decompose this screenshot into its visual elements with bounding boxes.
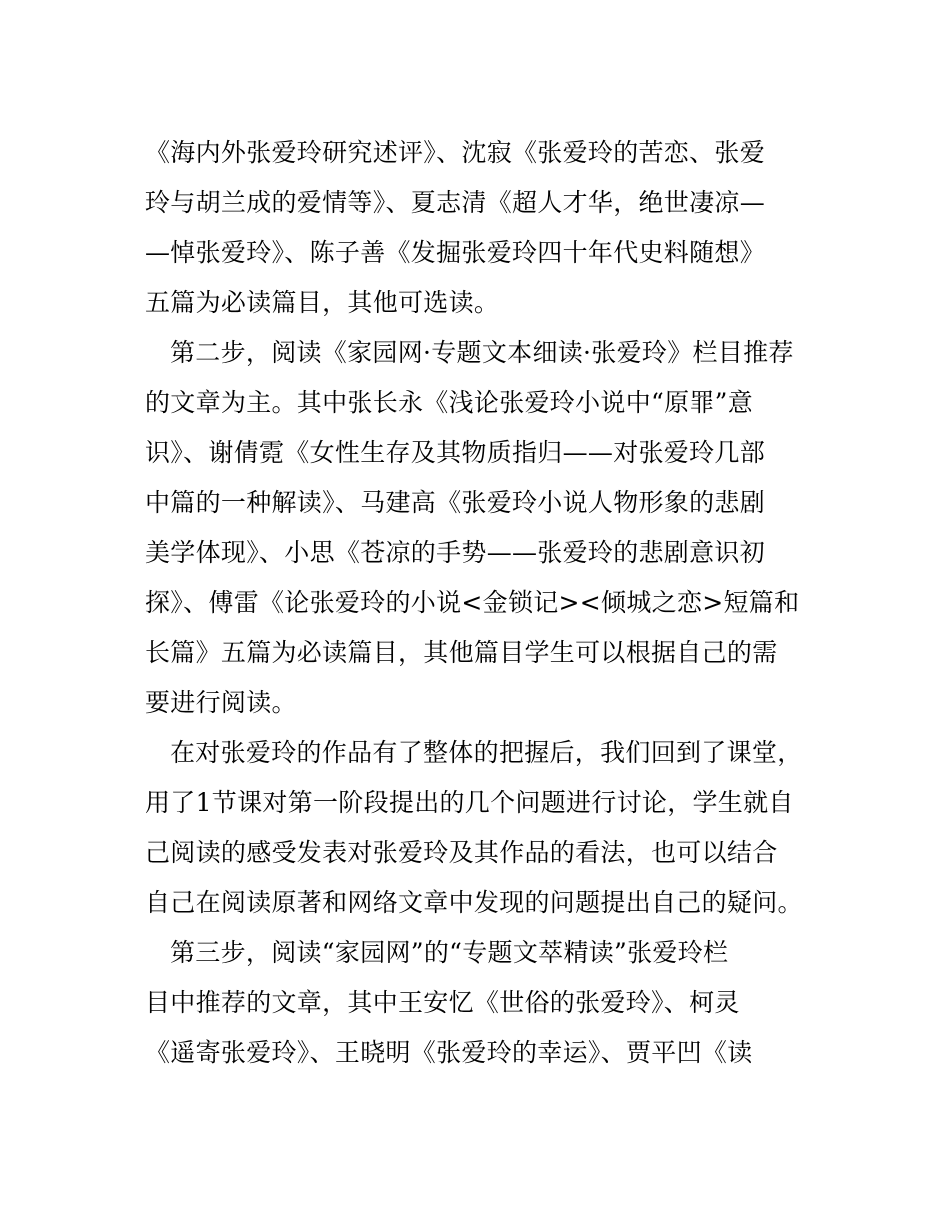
text-line: 五篇为必读篇目，其他可选读。 bbox=[145, 288, 500, 317]
text-line: 识》、谢倩霓《女性生存及其物质指归——对张爱玲几部 bbox=[145, 438, 766, 467]
paragraph-start-line: 第二步，阅读《家园网·专题文本细读·张爱玲》栏目推荐 bbox=[170, 338, 794, 367]
text-line: 《遥寄张爱玲》、王晓明《张爱玲的幸运》、贾平凹《读 bbox=[145, 1038, 753, 1067]
text-line: 长篇》五篇为必读篇目，其他篇目学生可以根据自己的需 bbox=[145, 638, 778, 667]
text-line: 要进行阅读。 bbox=[145, 688, 297, 717]
text-line: 《海内外张爱玲研究述评》、沈寂《张爱玲的苦恋、张爱 bbox=[145, 138, 766, 167]
text-line: 用了1节课对第一阶段提出的几个问题进行讨论，学生就自 bbox=[145, 788, 794, 817]
text-line: 己阅读的感受发表对张爱玲及其作品的看法，也可以结合 bbox=[145, 838, 778, 867]
text-line: 中篇的一种解读》、马建高《张爱玲小说人物形象的悲剧 bbox=[145, 488, 766, 517]
text-line: 美学体现》、小思《苍凉的手势——张爱玲的悲剧意识初 bbox=[145, 538, 766, 567]
paragraph-start-line: 第三步，阅读“家园网”的“专题文萃精读”张爱玲栏 bbox=[170, 938, 729, 967]
paragraph-start-line: 在对张爱玲的作品有了整体的把握后，我们回到了课堂， bbox=[170, 738, 803, 767]
body-text bbox=[145, 128, 815, 1078]
text-line: 探》、傅雷《论张爱玲的小说<金锁记><倾城之恋>短篇和 bbox=[145, 588, 800, 617]
text-line: 的文章为主。其中张长永《浅论张爱玲小说中“原罪”意 bbox=[145, 388, 754, 417]
text-line: 玲与胡兰成的爱情等》、夏志清《超人才华，绝世凄凉— bbox=[145, 188, 766, 217]
text-line: 自己在阅读原著和网络文章中发现的问题提出自己的疑问。 bbox=[145, 888, 803, 917]
text-line: —悼张爱玲》、陈子善《发掘张爱玲四十年代史料随想》 bbox=[145, 238, 766, 267]
text-line: 目中推荐的文章，其中王安忆《世俗的张爱玲》、柯灵 bbox=[145, 988, 740, 1017]
